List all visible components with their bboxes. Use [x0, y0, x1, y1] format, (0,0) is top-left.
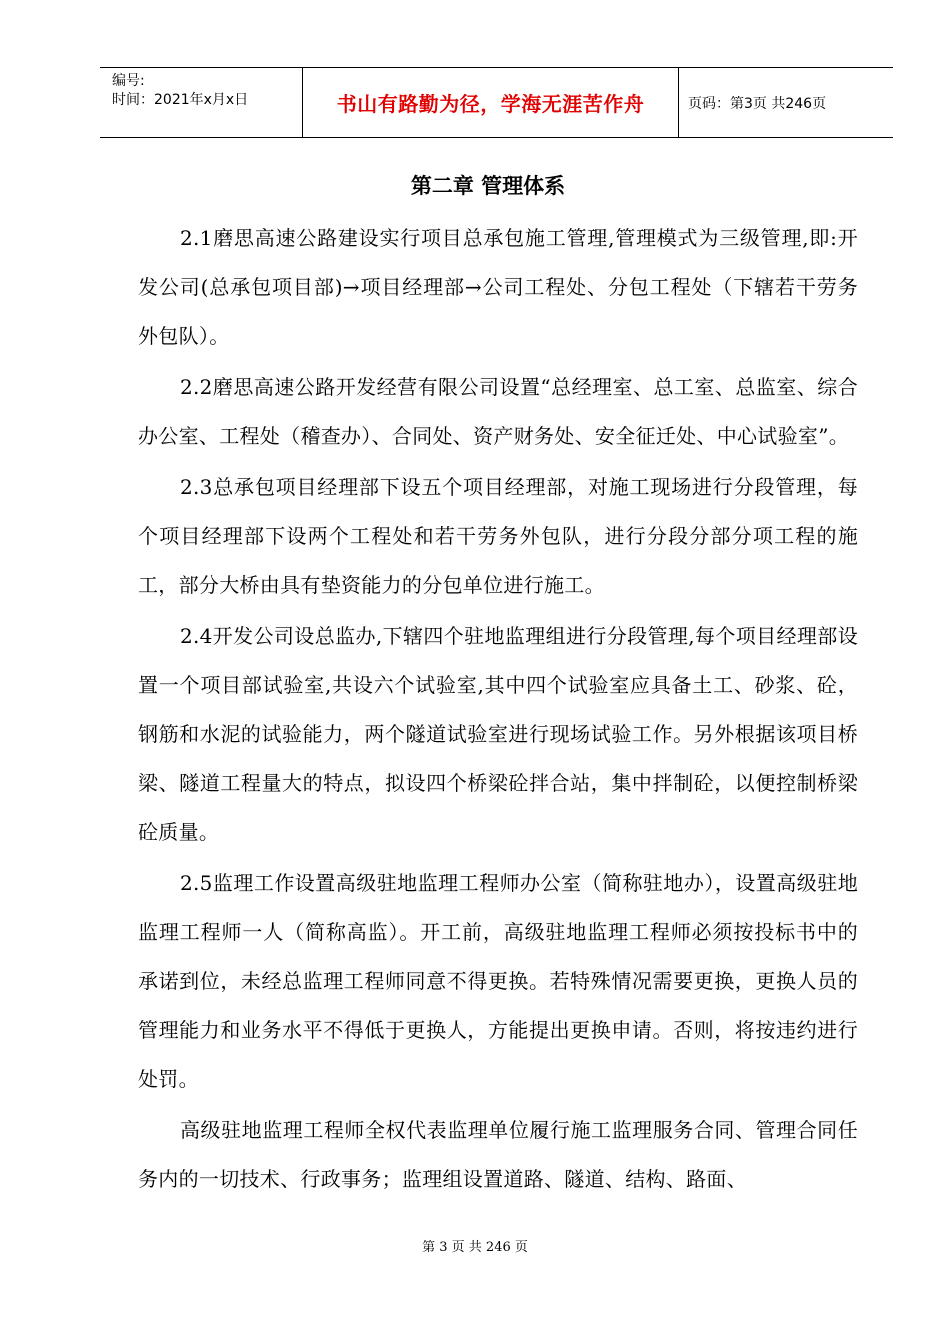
paragraph: 2.5监理工作设置高级驻地监理工程师办公室（简称驻地办），设置高级驻地监理工程师一人（简称高监）。开工前，高级驻地监理工程师必须按投标书中的承诺到位，未经总监理工程师同意不得更换。若特殊情况需要更换，更换人员的管理能力和业务水平不得低于更换人，方能提出更换申请。否则，将按违约进行处罚。 [138, 871, 858, 1091]
number-label: 编号: [112, 73, 145, 89]
page-header [100, 67, 893, 138]
paragraph: 高级驻地监理工程师全权代表监理单位履行施工监理服务合同、管理合同任务内的一切技术、行政事务；监理组设置道路、隧道、结构、路面、 [138, 1118, 858, 1191]
paragraph: 2.3总承包项目经理部下设五个项目经理部，对施工现场进行分段管理，每个项目经理部下设两个工程处和若干劳务外包队，进行分段分部分项工程的施工，部分大桥由具有垫资能力的分包单位进行施工。 [138, 475, 858, 597]
paragraph: 2.1磨思高速公路建设实行项目总承包施工管理,管理模式为三级管理,即:开发公司(总承包项目部)→项目经理部→公司工程处、分包工程处（下辖若干劳务外包队）。 [138, 226, 858, 348]
page-footer: 第 3 页 共 246 页 [422, 1240, 528, 1255]
document-body [138, 160, 858, 1206]
header-meta [100, 68, 303, 137]
paragraph: 2.4开发公司设总监办,下辖四个驻地监理组进行分段管理,每个项目经理部设置一个项目部试验室,共设六个试验室,其中四个试验室应具备土工、砂浆、砼，钢筋和水泥的试验能力，两个隧道试验室进行现场试验工作。另外根据该项目桥梁、隧道工程量大的特点，拟设四个桥梁砼拌合站，集中拌制砼，以便控制桥梁砼质量。 [138, 624, 858, 844]
header-page-info: 页码：第3页 共246页 [688, 95, 827, 112]
header-motto: 书山有路勤为径，学海无涯苦作舟 [303, 68, 679, 137]
paragraph: 2.2磨思高速公路开发经营有限公司设置“总经理室、总工室、总监室、综合办公室、工程处（稽查办）、合同处、资产财务处、安全征迁处、中心试验室”。 [138, 375, 858, 448]
chapter-title: 第二章 管理体系 [410, 174, 566, 198]
time-label: 时间：2021年x月x日 [112, 92, 249, 108]
